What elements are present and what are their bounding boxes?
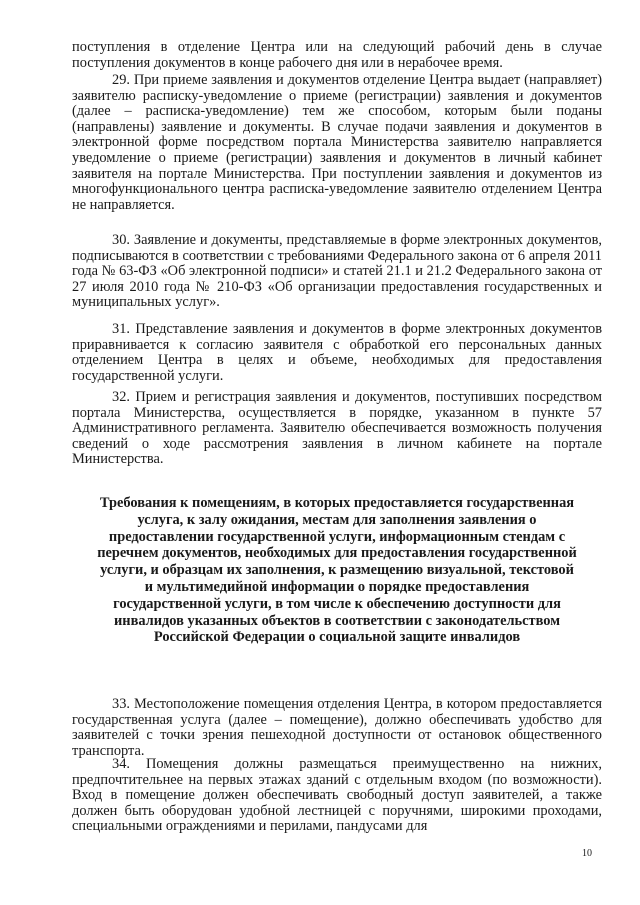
paragraph-30-block: [72, 233, 602, 311]
paragraph-34-block: [72, 757, 602, 835]
section-heading: Требования к помещениям, в которых предоставляется государственная услуга, к залу ожидания, местам для заполнения заявления о предоставлении государственной услуги, информационным стендам с перечнем документов, необходимых для предоставления государственной услуги, и образцам их заполнения, к размещению визуальной, текстовой и мультимедийной информации о порядке предоставления государственной услуги, в том числе к обеспечению доступности для инвалидов указанных объектов в соответствии с законодательством Российской Федерации о социальной защите инвалидов: [97, 495, 577, 646]
paragraph-29: 29. При приеме заявления и документов отделение Центра выдает (направляет) заявителю расписку-уведомление о приеме (регистрации) заявления и документов (далее – расписка-уведомление) тем же способом, которым были поданы (направлены) заявление и документы. В случае подачи заявления и документов в электронной форме посредством портала Министерства заявителю направляется уведомление о приеме (регистрации) заявления и документов в личный кабинет заявителя на портале Министерства. При поступлении заявления и документов из многофункционального центра расписка-уведомление заявителю отделением Центра не направляется.: [72, 72, 602, 213]
paragraph-31-block: [72, 322, 602, 384]
paragraph-34: 34. Помещения должны размещаться преимущественно на нижних, предпочтительнее на первых этажах зданий с отдельным входом (по возможности). Вход в помещение должен обеспечивать свободный доступ заявителей, а также должен быть оборудован удобной лестницей с поручнями, широкими проходами, специальными ограждениями и перилами, пандусами для: [72, 756, 602, 835]
page-number: 10: [582, 848, 592, 859]
paragraph-30: 30. Заявление и документы, представляемые в форме электронных документов, подписываются в соответствии с требованиями Федерального закона от 6 апреля 2011 года № 63-ФЗ «Об электронной подписи» и статей 21.1 и 21.2 Федерального закона от 27 июля 2010 года № 210-ФЗ «Об организации предоставления государственных и муниципальных услуг».: [72, 232, 602, 311]
paragraph-intro: поступления в отделение Центра или на следующий рабочий день в случае поступления документов в конце рабочего дня или в нерабочее время.: [72, 39, 602, 71]
paragraph-29-block: [72, 73, 602, 213]
paragraph-32-block: [72, 390, 602, 468]
paragraph-32: 32. Прием и регистрация заявления и документов, поступивших посредством портала Министерства, осуществляется в порядке, указанном в пункте 57 Административного регламента. Заявителю обеспечивается возможность получения сведений о ходе рассмотрения заявления в личном кабинете на портале Министерства.: [72, 389, 602, 468]
paragraph-33: 33. Местоположение помещения отделения Центра, в котором предоставляется государственная услуга (далее – помещение), должно обеспечивать удобство для заявителей с точки зрения пешеходной доступности от остановок общественного транспорта.: [72, 696, 602, 759]
paragraph-intro-block: [72, 40, 602, 71]
paragraph-33-block: [72, 697, 602, 759]
paragraph-31: 31. Представление заявления и документов в форме электронных документов приравнивается к согласию заявителя с обработкой его персональных данных отделением Центра в целях и объеме, необходимых для предоставления государственной услуги.: [72, 321, 602, 384]
